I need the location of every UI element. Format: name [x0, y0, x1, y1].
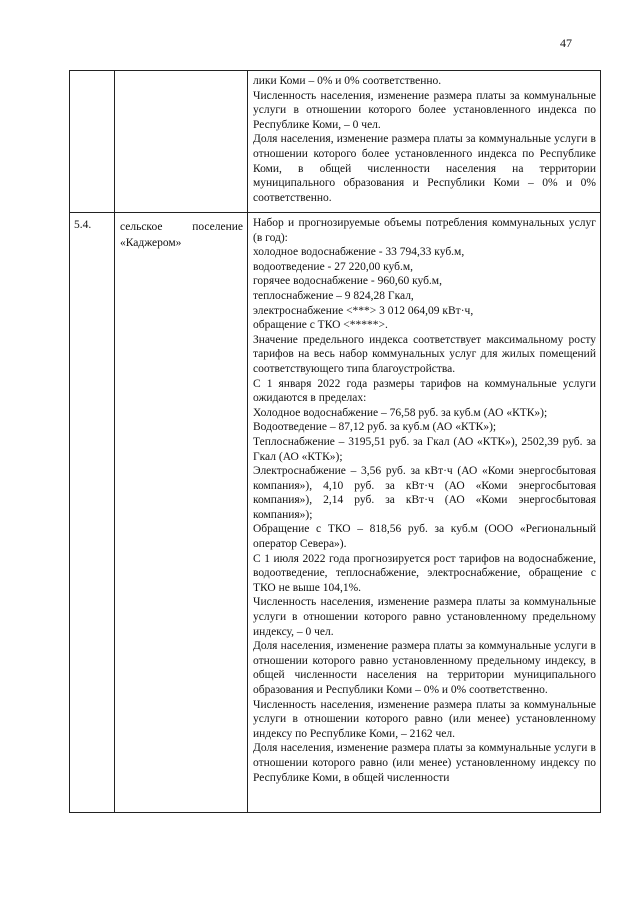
settlement-cell [115, 71, 248, 213]
paragraph: Значение предельного индекса соответствует максимальному росту тарифов на весь набор коммунальных услуг для жилых помещений соответствующего типа благоустройства. [253, 333, 596, 375]
paragraph: горячее водоснабжение - 960,60 куб.м, [253, 275, 442, 288]
paragraph: теплоснабжение – 9 824,28 Гкал, [253, 289, 414, 302]
description-cell [248, 213, 601, 813]
settlement-cell: сельское поселение «Каджером» [115, 213, 248, 813]
row-number-cell [70, 71, 115, 213]
paragraph: Электроснабжение – 3,56 руб. за кВт·ч (АО «Коми энергосбытовая компания»), 4,10 руб. за кВт·ч (АО «Коми энергосбытовая компания»), 2,14 руб. за кВт·ч (АО «Коми энергосбытовая компания»); [253, 465, 596, 521]
paragraph: Численность населения, изменение размера платы за коммунальные услуги в отношении которого более установленного индекса по Республике Коми, – 0 чел. [253, 89, 596, 131]
paragraph: С 1 января 2022 года размеры тарифов на коммунальные услуги ожидаются в пределах: [253, 377, 596, 405]
paragraph: Обращение с ТКО – 818,56 руб. за куб.м (ООО «Региональный оператор Севера»). [253, 523, 596, 551]
paragraph: водоотведение - 27 220,00 куб.м, [253, 260, 414, 273]
paragraph: Доля населения, изменение размера платы за коммунальные услуги в отношении которого равно установленному предельному индексу, в общей численности населения на территории муниципального образования и Республики Коми – 0% и 0% соответственно. [253, 640, 596, 696]
paragraph: С 1 июля 2022 года прогнозируется рост тарифов на водоснабжение, водоотведение, теплоснабжение, электроснабжение, обращение с ТКО не выше 104,1%. [253, 552, 596, 594]
table-row [70, 213, 601, 813]
table-row [70, 71, 601, 213]
paragraph: Численность населения, изменение размера платы за коммунальные услуги в отношении которого равно установленному предельному индексу, – 0 чел. [253, 596, 596, 638]
tariff-table [69, 70, 601, 813]
paragraph: Холодное водоснабжение – 76,58 руб. за куб.м (АО «КТК»); [253, 406, 548, 419]
page-number: 47 [560, 36, 572, 50]
description-cell [248, 71, 601, 213]
row-number-cell: 5.4. [70, 213, 115, 813]
paragraph: Доля населения, изменение размера платы за коммунальные услуги в отношении которого равно (или менее) установленному индексу по Республике Коми, в общей численности [253, 742, 596, 784]
paragraph: холодное водоснабжение - 33 794,33 куб.м, [253, 246, 465, 259]
paragraph: электроснабжение <***> 3 012 064,09 кВт·ч, [253, 304, 474, 317]
paragraph: Водоотведение – 87,12 руб. за куб.м (АО «КТК»); [253, 421, 497, 434]
paragraph: Доля населения, изменение размера платы за коммунальные услуги в отношении которого более установленного индекса по Республике Коми, в общей численности населения на территории муниципального образования и Республики Коми – 0% и 0% соответственно. [253, 133, 596, 204]
paragraph: Численность населения, изменение размера платы за коммунальные услуги в отношении которого равно (или менее) установленному индексу по Республике Коми, – 2162 чел. [253, 698, 596, 740]
paragraph: Набор и прогнозируемые объемы потребления коммунальных услуг (в год): [253, 217, 596, 244]
paragraph: лики Коми – 0% и 0% соответственно. [253, 75, 442, 87]
paragraph: обращение с ТКО <*****>. [253, 319, 388, 332]
paragraph: Теплоснабжение – 3195,51 руб. за Гкал (АО «КТК»), 2502,39 руб. за Гкал (АО «КТК»); [253, 435, 596, 463]
